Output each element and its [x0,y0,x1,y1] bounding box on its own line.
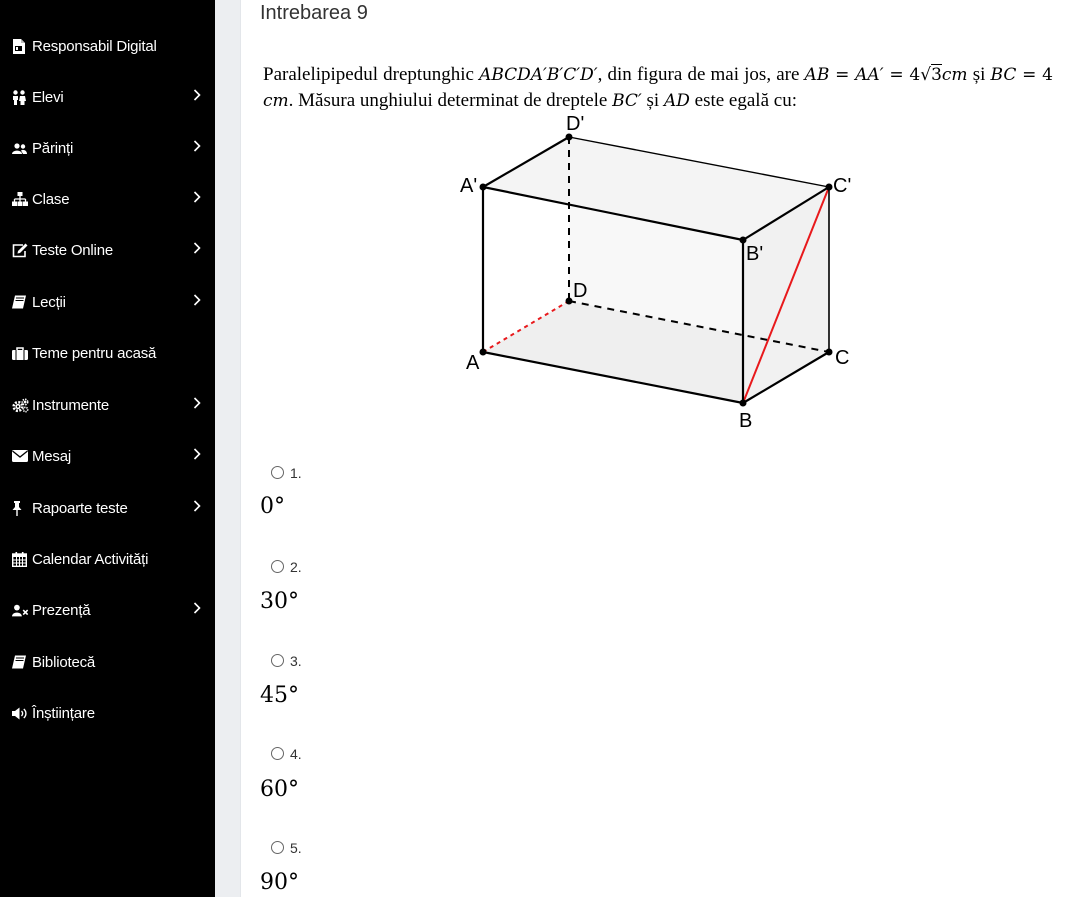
vertex-a [480,349,487,356]
parallelepiped-figure [451,108,871,438]
question-text [263,62,1053,114]
vertex-a1 [480,184,487,191]
sqrt-radicand: 3 [931,65,942,85]
users-icon [12,143,29,154]
chevron-right-icon [193,139,201,157]
pin-icon [12,501,29,516]
vertex-b [740,400,747,407]
option-value: 45° [260,683,299,708]
sidebar-item-label: Mesaj [32,447,72,465]
label-b: B [739,410,753,432]
option-radio-4[interactable] [271,747,284,760]
option-value: 30° [260,589,299,614]
sidebar-item-label: Părinți [32,139,74,157]
sidebar-item-elevi[interactable] [0,77,215,117]
label-a-prime: A' [460,175,478,197]
option-number: 5. [290,840,302,856]
option-radio-3[interactable] [271,654,284,667]
math-expression: ABCDA′B′C′D′ [479,65,598,85]
text-fragment: este egală cu: [689,90,797,111]
math-expression: AB [804,65,830,85]
envelope-icon [12,450,29,462]
chevron-right-icon [193,447,201,465]
sidebar-item-biblioteca[interactable] [0,642,215,682]
sidebar-item-teme-pentru-acasa[interactable] [0,333,215,373]
text-fragment: și [967,64,991,85]
question-title: Intrebarea 9 [260,2,368,24]
sidebar-item-label: Elevi [32,88,64,106]
sidebar-item-label: Calendar Activități [32,550,149,568]
sidebar-item-instiintare[interactable] [0,693,215,733]
math-expression: AD [663,91,690,111]
math-expression: BC′ [612,91,642,111]
sidebar-item-label: Clase [32,190,70,208]
text-fragment: Paralelipipedul dreptunghic [263,64,480,85]
chevron-right-icon [193,499,201,517]
sidebar-item-mesaj[interactable] [0,436,215,476]
sidebar-item-teste-online[interactable] [0,230,215,270]
option-number: 4. [290,746,302,762]
math-operator: = [829,65,856,85]
sidebar-item-label: Bibliotecă [32,653,96,671]
calendar-icon [12,552,29,567]
math-unit: cm [941,65,968,85]
chevron-right-icon [193,190,201,208]
vertex-c [826,349,833,356]
option-value: 0° [260,494,285,519]
sidebar-item-calendar-activitati[interactable] [0,539,215,579]
sidebar-item-label: Responsabil Digital [32,37,157,55]
sidebar [0,0,215,897]
option-number: 2. [290,559,302,575]
volume-icon [12,707,29,720]
math-operator: = 4 [1016,65,1053,85]
sidebar-item-clase[interactable] [0,179,215,219]
chevron-right-icon [193,601,201,619]
option-radio-2[interactable] [271,560,284,573]
sidebar-item-label: Înștiințare [32,704,95,722]
math-expression: AA′ [855,65,884,85]
label-d: D [573,280,588,302]
sidebar-item-lectii[interactable] [0,282,215,322]
option-value: 60° [260,777,299,802]
option-radio-5[interactable] [271,841,284,854]
book-icon [12,295,29,309]
text-fragment: și [641,90,664,111]
option-number: 1. [290,465,302,481]
option-radio-1[interactable] [271,466,284,479]
vertex-c1 [826,184,833,191]
sidebar-item-label: Rapoarte teste [32,499,128,517]
math-operator: = 4 [883,65,921,85]
gears-icon [12,398,29,413]
label-c: C [835,347,850,369]
vertex-d [566,298,573,305]
sidebar-item-label: Lecții [32,293,66,311]
label-a: A [466,352,480,374]
sidebar-item-label: Teste Online [32,241,113,259]
sqrt-symbol: √ [920,65,932,85]
question-panel [241,0,1080,897]
text-fragment: . Măsura unghiului determinat de dreptele [288,90,613,111]
label-b-prime: B' [746,243,764,265]
chevron-right-icon [193,396,201,414]
chevron-right-icon [193,241,201,259]
sidebar-item-parinti[interactable] [0,128,215,168]
sidebar-gutter [215,0,240,897]
text-fragment: , din figura de mai jos, are [597,64,805,85]
chevron-right-icon [193,293,201,311]
sidebar-item-label: Prezență [32,601,91,619]
sidebar-item-label: Instrumente [32,396,110,414]
math-expression: BC [990,65,1017,85]
briefcase-icon [12,347,29,360]
label-c-prime: C' [833,175,852,197]
file-doc-icon [12,39,29,54]
user-times-icon [12,604,29,617]
sidebar-item-prezenta[interactable] [0,590,215,630]
sidebar-item-instrumente[interactable] [0,385,215,425]
option-value: 90° [260,870,299,895]
sitemap-icon [12,192,29,206]
option-number: 3. [290,653,302,669]
sidebar-item-responsabil-digital[interactable] [0,26,215,66]
students-icon [12,90,29,105]
book-icon [12,655,29,669]
math-unit: cm [263,91,289,111]
chevron-right-icon [193,88,201,106]
sidebar-item-rapoarte-teste[interactable] [0,488,215,528]
sidebar-item-label: Teme pentru acasă [32,344,157,362]
edit-icon [12,243,29,258]
label-d-prime: D' [566,113,585,135]
